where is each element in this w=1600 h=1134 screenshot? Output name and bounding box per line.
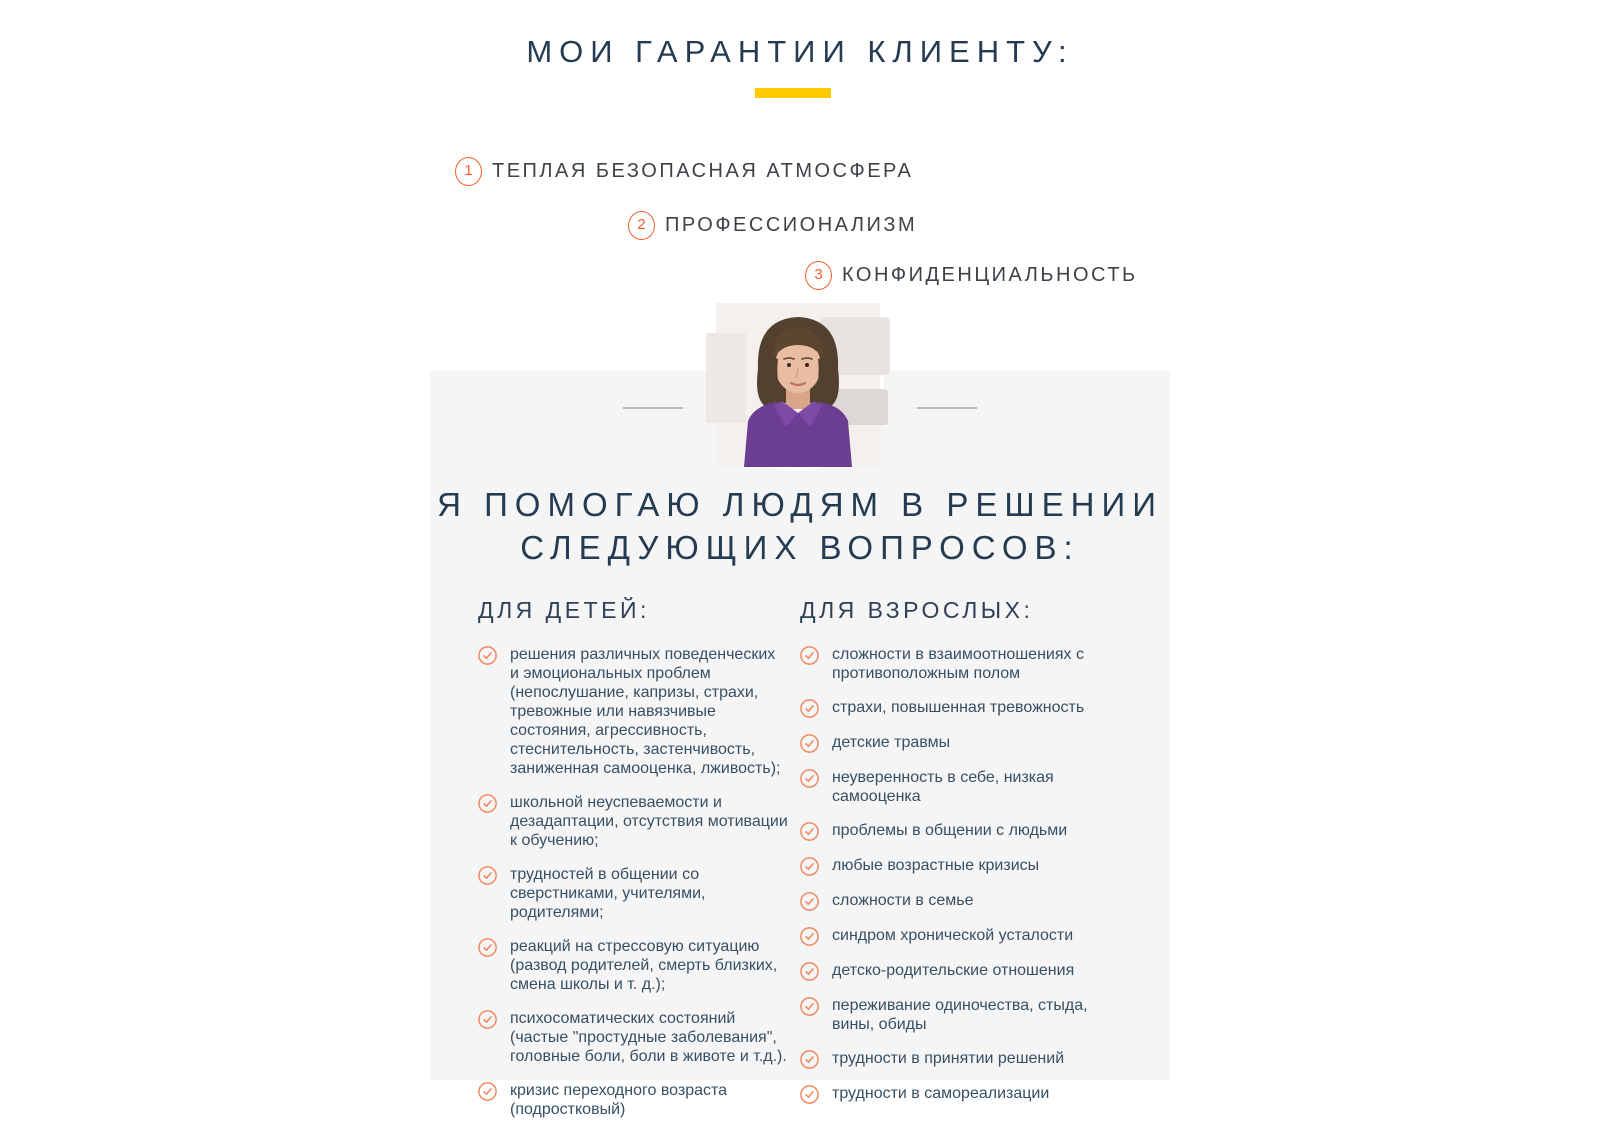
list-item	[800, 645, 1110, 683]
psychologist-portrait-photo	[716, 303, 880, 467]
check-circle-icon	[800, 822, 819, 841]
divider-line-left	[623, 407, 683, 409]
list-item-text: трудностей в общении со сверстниками, учителями, родителями;	[510, 866, 706, 921]
accent-underline	[755, 88, 831, 98]
number-circle-icon: 1	[455, 157, 482, 186]
list-item-text: переживание одиночества, стыда, вины, обиды	[832, 997, 1088, 1033]
list-item-text: решения различных поведенческих и эмоциональных проблем (непослушание, капризы, страхи, тревожные или навязчивые состояния, агрессивность, стеснительность, застенчивость, заниженная самооценка, лживость);	[510, 646, 781, 777]
list-item	[478, 937, 788, 994]
check-circle-icon	[478, 1082, 497, 1101]
help-heading-line2: СЛЕДУЮЩИХ ВОПРОСОВ:	[520, 529, 1080, 566]
check-circle-icon	[800, 857, 819, 876]
list-item-text: трудности в самореализации	[832, 1085, 1050, 1102]
help-columns	[430, 597, 1170, 1134]
check-circle-icon	[478, 866, 497, 885]
check-circle-icon	[478, 646, 497, 665]
help-heading-line1: Я ПОМОГАЮ ЛЮДЯМ В РЕШЕНИИ	[437, 486, 1163, 523]
list-item-text: любые возрастные кризисы	[832, 857, 1040, 874]
list-item-text: реакций на стрессовую ситуацию (развод родителей, смерть близких, смена школы и т. д.);	[510, 938, 778, 993]
column-adults	[800, 597, 1122, 1134]
portrait-illustration	[716, 303, 880, 467]
list-item-text: неуверенность в себе, низкая самооценка	[832, 769, 1054, 805]
list-item-text: синдром хронической усталости	[832, 927, 1074, 944]
list-item	[478, 793, 788, 850]
list-item-text: психосоматических состояний (частые "простудные заболевания", головные боли, боли в животе и т.д.).	[510, 1010, 787, 1065]
list-item	[800, 733, 1110, 753]
column-children	[478, 597, 800, 1134]
list-item	[800, 1049, 1110, 1069]
check-circle-icon	[800, 699, 819, 718]
list-item	[800, 961, 1110, 981]
adults-list	[800, 645, 1122, 1104]
list-item	[800, 1084, 1110, 1104]
guarantee-label: КОНФИДЕНЦИАЛЬНОСТЬ	[842, 264, 1138, 286]
list-item	[800, 821, 1110, 841]
page-title: МОИ ГАРАНТИИ КЛИЕНТУ:	[526, 34, 1074, 69]
list-item	[800, 856, 1110, 876]
guarantee-item-2	[628, 211, 917, 240]
number-circle-icon: 2	[628, 211, 655, 240]
help-section	[430, 371, 1170, 1118]
check-circle-icon	[800, 734, 819, 753]
check-circle-icon	[800, 927, 819, 946]
guarantee-item-3	[805, 261, 1138, 290]
list-item-text: школьной неуспеваемости и дезадаптации, отсутствия мотивации к обучению;	[510, 794, 788, 849]
list-item	[800, 698, 1110, 718]
list-item	[800, 996, 1110, 1034]
guarantee-item-1	[455, 157, 913, 186]
list-item	[478, 865, 788, 922]
list-item	[478, 645, 788, 778]
adults-header: ДЛЯ ВЗРОСЛЫХ:	[800, 597, 1034, 623]
list-item	[478, 1081, 788, 1119]
guarantee-label: ПРОФЕССИОНАЛИЗМ	[665, 214, 918, 236]
divider-line-right	[917, 407, 977, 409]
check-circle-icon	[800, 997, 819, 1016]
check-circle-icon	[478, 1010, 497, 1029]
list-item-text: сложности в семье	[832, 892, 974, 909]
check-circle-icon	[478, 794, 497, 813]
check-circle-icon	[800, 962, 819, 981]
check-circle-icon	[800, 1085, 819, 1104]
list-item-text: детско-родительские отношения	[832, 962, 1075, 979]
guarantee-label: ТЕПЛАЯ БЕЗОПАСНАЯ АТМОСФЕРА	[492, 160, 914, 182]
number-circle-icon: 3	[805, 261, 832, 290]
list-item-text: проблемы в общении с людьми	[832, 822, 1068, 839]
list-item-text: страхи, повышенная тревожность	[832, 699, 1085, 716]
check-circle-icon	[800, 1050, 819, 1069]
list-item	[800, 926, 1110, 946]
check-circle-icon	[478, 938, 497, 957]
check-circle-icon	[800, 646, 819, 665]
list-item	[800, 891, 1110, 911]
list-item-text: детские травмы	[832, 734, 951, 751]
check-circle-icon	[800, 892, 819, 911]
list-item-text: кризис переходного возраста (подростковый)	[510, 1082, 728, 1118]
children-header: ДЛЯ ДЕТЕЙ:	[478, 597, 650, 623]
check-circle-icon	[800, 769, 819, 788]
list-item-text: сложности в взаимоотношениях с противоположным полом	[832, 646, 1084, 682]
list-item-text: трудности в принятии решений	[832, 1050, 1065, 1067]
children-list	[478, 645, 800, 1119]
list-item	[800, 768, 1110, 806]
list-item	[478, 1009, 788, 1066]
